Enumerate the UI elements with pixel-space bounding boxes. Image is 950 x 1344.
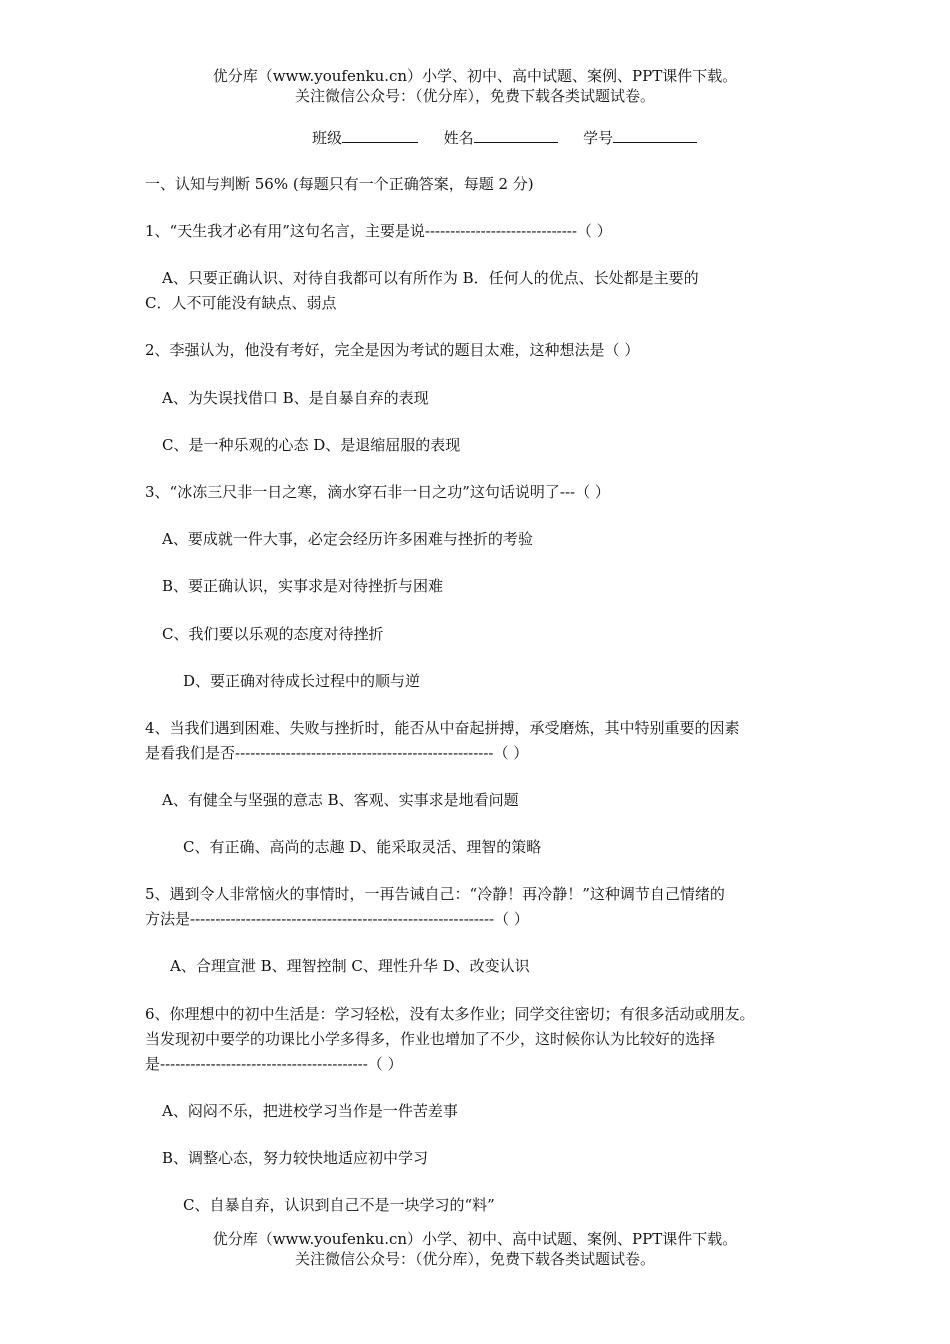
question-6-option-b: B、调整心态，努力较快地适应初中学习	[162, 1149, 429, 1167]
question-5-stem: 方法是------------------------------------------------------------（ ）	[145, 910, 529, 928]
id-label: 学号	[583, 129, 614, 147]
question-3-option-b: B、要正确认识，实事求是对待挫折与困难	[162, 577, 444, 595]
question-5-stem: 5、遇到令人非常恼火的事情时，一再告诫自己：“冷静！再冷静！”这种调节自己情绪的	[145, 885, 725, 903]
header-line-1: 优分库（www.youfenku.cn）小学、初中、高中试题、案例、PPT课件下载。	[212, 67, 738, 85]
question-3-option-c: C、我们要以乐观的态度对待挫折	[162, 625, 384, 643]
class-blank	[342, 128, 418, 143]
question-4-option-line: A、有健全与坚强的意志 B、客观、实事求是地看问题	[162, 791, 519, 809]
question-1-option-line: A、只要正确认识、对待自我都可以有所作为 B．任何人的优点、长处都是主要的	[162, 269, 699, 287]
class-label: 班级	[312, 129, 343, 147]
footer-line-2: 关注微信公众号：（优分库），免费下载各类试题试卷。	[294, 1250, 655, 1268]
footer-line-1: 优分库（www.youfenku.cn）小学、初中、高中试题、案例、PPT课件下载。	[212, 1230, 738, 1248]
question-3-stem: 3、“冰冻三尺非一日之寒，滴水穿石非一日之功”这句话说明了---（ ）	[145, 483, 610, 501]
question-6-stem: 6、你理想中的初中生活是：学习轻松，没有太多作业；同学交往密切；有很多活动或朋友。	[145, 1005, 755, 1023]
question-6-option-c: C、自暴自弃，认识到自己不是一块学习的“料”	[183, 1196, 495, 1214]
question-3-option-a: A、要成就一件大事，必定会经历许多困难与挫折的考验	[162, 530, 533, 548]
question-1-stem: 1、“天生我才必有用”这句名言，主要是说------------------------------（ ）	[145, 222, 612, 240]
question-3-option-d: D、要正确对待成长过程中的顺与逆	[183, 672, 421, 690]
question-6-stem: 是-----------------------------------------（ ）	[145, 1055, 403, 1073]
section-title: 一、认知与判断 56% (每题只有一个正确答案，每题 2 分)	[145, 175, 534, 193]
question-2-option-line: C、是一种乐观的心态 D、是退缩屈服的表现	[162, 436, 461, 454]
question-6-stem: 当发现初中要学的功课比小学多得多，作业也增加了不少，这时候你认为比较好的选择	[145, 1030, 716, 1048]
question-2-option-line: A、为失误找借口 B、是自暴自弃的表现	[162, 389, 429, 407]
name-blank	[474, 128, 558, 143]
question-4-stem: 是看我们是否---------------------------------------------------（ ）	[145, 744, 529, 762]
question-6-option-a: A、闷闷不乐，把进校学习当作是一件苦差事	[162, 1102, 458, 1120]
question-2-stem: 2、李强认为，他没有考好，完全是因为考试的题目太难，这种想法是（ ）	[145, 341, 640, 359]
question-4-stem: 4、当我们遇到困难、失败与挫折时，能否从中奋起拼搏，承受磨炼，其中特别重要的因素	[145, 719, 740, 737]
header-line-2: 关注微信公众号：（优分库），免费下载各类试题试卷。	[294, 87, 655, 105]
student-info-row	[312, 128, 697, 148]
question-1-option-line: C．人不可能没有缺点、弱点	[145, 294, 337, 312]
question-4-option-line: C、有正确、高尚的志趣 D、能采取灵活、理智的策略	[183, 838, 542, 856]
question-5-option-line: A、合理宣泄 B、理智控制 C、理性升华 D、改变认识	[170, 957, 530, 975]
name-label: 姓名	[443, 129, 474, 147]
id-blank	[613, 128, 697, 143]
